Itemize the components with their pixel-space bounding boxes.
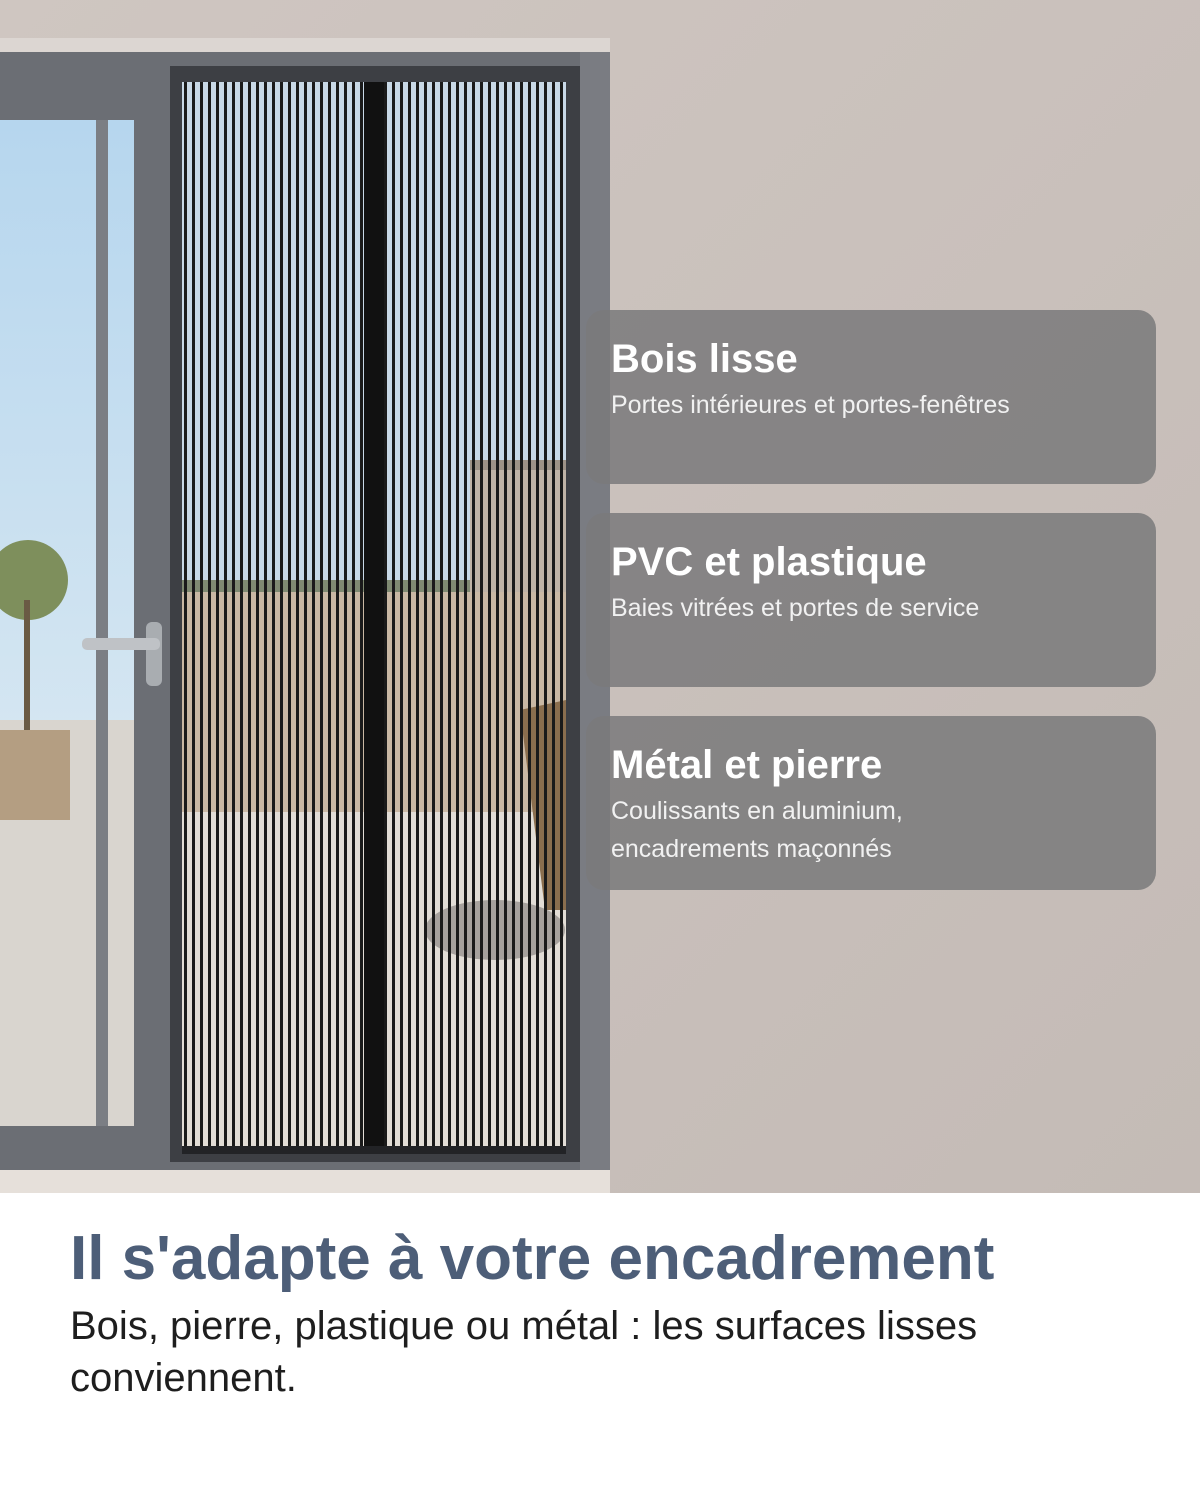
subtitle: Bois, pierre, plastique ou métal : les surfaces lisses conviennent. [70, 1304, 978, 1400]
feature-card-wood [586, 310, 1156, 484]
feature-description-line: Coulissants en aluminium, [611, 797, 903, 825]
feature-card-pvc [586, 513, 1156, 687]
feature-description [611, 792, 1131, 868]
feature-card-metal [586, 716, 1156, 890]
screen-door [170, 66, 606, 1162]
headline: Il s'adapte à votre encadrement [70, 1224, 995, 1293]
feature-description: Baies vitrées et portes de service [611, 594, 980, 622]
feature-title: Métal et pierre [611, 743, 883, 787]
feature-description-line: encadrements maçonnés [611, 835, 892, 863]
feature-description: Portes intérieures et portes-fenêtres [611, 391, 1010, 419]
feature-title: Bois lisse [611, 337, 798, 381]
feature-title: PVC et plastique [611, 540, 927, 584]
